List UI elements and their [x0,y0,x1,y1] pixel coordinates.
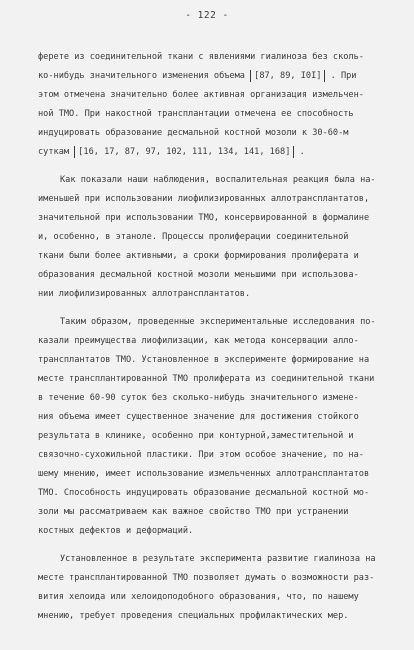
text-line: трансплантатов ТМО. Установленное в эксперименте формирование на [38,355,370,365]
text-line: вития хелоида или хелоидоподобного образования, что, по нашему [38,592,359,602]
body-text [38,48,392,626]
text-line: шему мнению, имеет использование измельченных аллотрансплантатов [38,469,370,479]
text-line: связочно-сухожильной пластики. При этом особое значение, по на- [38,450,364,460]
text-line: ной ТМО. При накостной трансплантации отмечена ее способность [38,109,354,119]
text-line: индуцировать образование десмальной костной мозоли к 30-60-м [38,128,349,138]
paragraph-2 [38,171,392,304]
text-line: ния объема имеет существенное значение для достижения стойкого [38,412,359,422]
paragraph-1 [38,48,392,162]
text-line: ТМО. Способность индуцировать образование десмальной костной мо- [38,488,370,498]
text-line: месте трансплантированной ТМО позволяет думать о возможности раз- [38,573,375,583]
text-line: месте трансплантированной ТМО пролиферата из соединительной ткани [38,374,375,384]
paragraph-4 [38,550,392,626]
citation-bracket: [87, 89, I0I] [250,70,325,82]
text-line: ткани были более активными, а сроки формирования пролиферата и [38,251,359,261]
text-fragment: . При [330,71,357,81]
text-line: и, особенно, в этаноле. Процессы пролиферации соединительной [38,232,349,242]
text-line: результата в клинике, особенно при контурной,заместительной и [38,431,354,441]
text-line: именьшей при использовании лиофилизированных аллотрансплантатов, [38,194,370,204]
text-line [38,67,392,86]
text-fragment: ко-нибудь значительного изменения объема [38,71,245,81]
paragraph-3 [38,313,392,541]
text-line: мнению, требует проведения специальных профилактических мер. [38,611,349,621]
citation-bracket: [16, 17, 87, 97, 102, 111, 134, 141, 168] [74,146,294,158]
text-line: Как показали наши наблюдения, воспалительная реакция была на- [60,175,376,185]
text-line: золи мы рассматриваем как важное свойство ТМО при устранении [38,507,349,517]
page-number: - 122 - [185,10,229,21]
text-line: образования десмальной костной мозоли меньшими при использова- [38,270,359,280]
text-line [38,143,392,162]
text-line: этом отмечена значительно более активная организация измельчен- [38,90,364,100]
text-fragment: . [299,147,305,157]
text-fragment: суткам [38,147,70,157]
text-line: костных дефектов и деформаций. [38,526,194,536]
text-line: Таким образом, проведенные экспериментальные исследования по- [60,317,376,327]
text-line: в течение 60-90 суток без сколько-нибудь значительного измене- [38,393,359,403]
text-line: Установленное в результате эксперимента развитие гиалиноза на [60,554,376,564]
text-line: ферете из соединительной ткани с явлениями гиалиноза без сколь- [38,52,364,62]
text-line: казали преимущества лиофилизации, как метода консервации алло- [38,336,359,346]
text-line: значительной при использовании ТМО, консервированной в формалине [38,213,370,223]
text-line: нии лиофилизированных аллотрансплантатов. [38,289,251,299]
